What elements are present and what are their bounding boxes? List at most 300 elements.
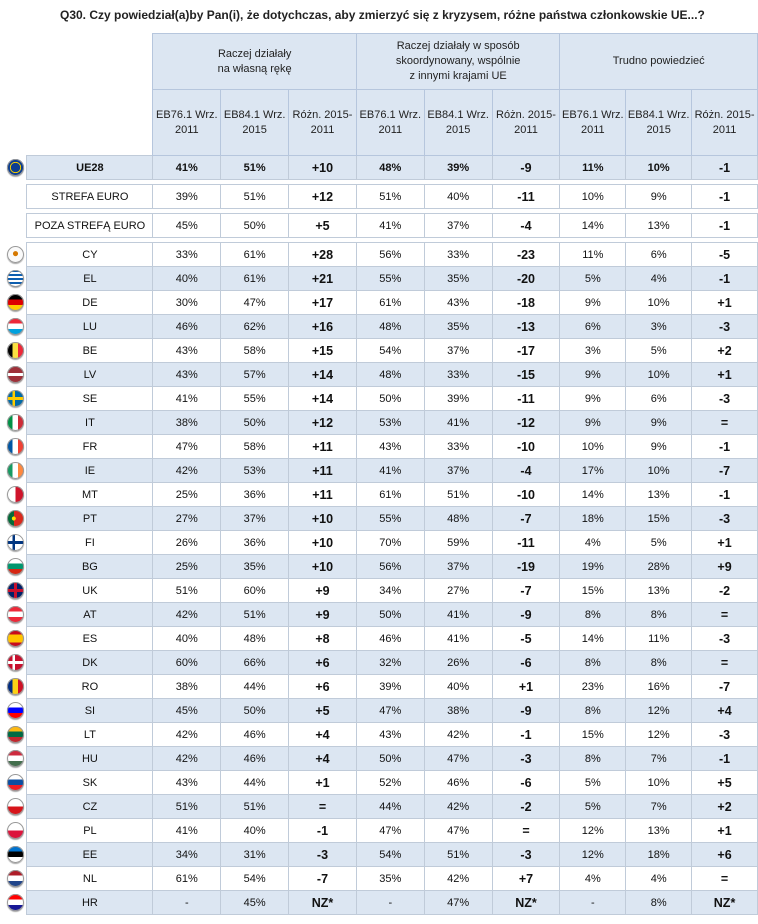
diff-cell: -11 [492, 185, 560, 209]
flag-cell [0, 627, 27, 651]
value-cell: 9% [560, 387, 626, 411]
row-label: AT [27, 603, 153, 627]
value-cell: 18% [560, 507, 626, 531]
row-label: CY [27, 243, 153, 267]
flag-el-icon [7, 270, 24, 287]
value-cell: 15% [560, 723, 626, 747]
flag-cell [0, 185, 27, 209]
value-cell: 8% [560, 651, 626, 675]
value-cell: 16% [626, 675, 692, 699]
table-title: Q30. Czy powiedział(a)by Pan(i), że dotychczas, aby zmierzyć się z kryzysem, różne państwa członkowskie UE...? [60, 8, 705, 22]
flag-cell [0, 387, 27, 411]
flag-cell [0, 459, 27, 483]
diff-cell: -1 [692, 435, 758, 459]
flag-se-icon [7, 390, 24, 407]
value-cell: 46% [356, 627, 424, 651]
value-cell: 15% [626, 507, 692, 531]
row-label: LV [27, 363, 153, 387]
value-cell: 40% [221, 819, 289, 843]
flag-cell [0, 579, 27, 603]
value-cell: 39% [424, 156, 492, 180]
value-cell: 54% [356, 339, 424, 363]
diff-cell: = [692, 603, 758, 627]
value-cell: 47% [424, 819, 492, 843]
value-cell: 47% [424, 747, 492, 771]
value-cell: 31% [221, 843, 289, 867]
diff-cell: -2 [492, 795, 560, 819]
diff-cell: +10 [289, 531, 357, 555]
value-cell: 48% [356, 315, 424, 339]
table-row [0, 603, 758, 627]
diff-cell: = [492, 819, 560, 843]
value-cell: 58% [221, 435, 289, 459]
value-cell: 3% [626, 315, 692, 339]
group-header-coordinated [356, 34, 560, 90]
value-cell: 38% [153, 411, 221, 435]
value-cell: 51% [424, 843, 492, 867]
diff-cell: +12 [289, 411, 357, 435]
value-cell: 55% [356, 507, 424, 531]
diff-cell: +10 [289, 555, 357, 579]
diff-cell: -2 [692, 579, 758, 603]
value-cell: 5% [560, 795, 626, 819]
value-cell: 40% [424, 185, 492, 209]
row-label: SK [27, 771, 153, 795]
value-cell: 12% [560, 819, 626, 843]
diff-cell: -7 [289, 867, 357, 891]
diff-cell: NZ* [492, 891, 560, 915]
group-header-label: Trudno powiedzieć [612, 55, 705, 67]
value-cell: 33% [424, 363, 492, 387]
diff-cell: +6 [289, 651, 357, 675]
diff-cell: +1 [692, 291, 758, 315]
row-label: EL [27, 267, 153, 291]
row-label: RO [27, 675, 153, 699]
value-cell: 43% [153, 339, 221, 363]
row-label: HU [27, 747, 153, 771]
value-cell: 54% [221, 867, 289, 891]
row-label: ES [27, 627, 153, 651]
flag-cell [0, 771, 27, 795]
flag-cy-icon [7, 246, 24, 263]
value-cell: 37% [424, 555, 492, 579]
value-cell: 10% [626, 363, 692, 387]
row-label: SI [27, 699, 153, 723]
value-cell: 48% [356, 156, 424, 180]
value-cell: 6% [626, 243, 692, 267]
diff-cell: +14 [289, 363, 357, 387]
value-cell: 56% [356, 555, 424, 579]
table-row [0, 459, 758, 483]
table-row [0, 747, 758, 771]
diff-cell: +28 [289, 243, 357, 267]
value-cell: 52% [356, 771, 424, 795]
table-row [0, 651, 758, 675]
value-cell: 46% [221, 723, 289, 747]
value-cell: 62% [221, 315, 289, 339]
diff-cell: -3 [692, 507, 758, 531]
diff-cell: +11 [289, 435, 357, 459]
table-row [0, 339, 758, 363]
table-row [0, 411, 758, 435]
diff-cell: +21 [289, 267, 357, 291]
flag-cell [0, 675, 27, 699]
diff-cell: = [692, 411, 758, 435]
value-cell: 9% [626, 185, 692, 209]
value-cell: 42% [153, 603, 221, 627]
value-cell: 42% [424, 723, 492, 747]
value-cell: 41% [424, 603, 492, 627]
diff-cell: -5 [492, 627, 560, 651]
value-cell: 60% [153, 651, 221, 675]
value-cell: 47% [356, 699, 424, 723]
value-cell: 35% [424, 315, 492, 339]
diff-cell: +16 [289, 315, 357, 339]
value-cell: 46% [424, 771, 492, 795]
table-row [0, 555, 758, 579]
diff-cell: +8 [289, 627, 357, 651]
value-cell: 61% [356, 483, 424, 507]
value-cell: 12% [560, 843, 626, 867]
value-cell: 42% [153, 723, 221, 747]
subheader-cell: EB76.1 Wrz. 2011 [560, 90, 626, 156]
diff-cell: NZ* [692, 891, 758, 915]
diff-cell: +9 [692, 555, 758, 579]
diff-cell: NZ* [289, 891, 357, 915]
subheader-cell: EB76.1 Wrz. 2011 [356, 90, 424, 156]
table-row [0, 243, 758, 267]
value-cell: 36% [221, 483, 289, 507]
flag-uk-icon [7, 582, 24, 599]
row-label: BG [27, 555, 153, 579]
table-row [0, 579, 758, 603]
table-row [0, 507, 758, 531]
group-header-label: Raczej działały w sposób skoordynowany, wspólnie z innymi krajami UE [395, 40, 521, 82]
value-cell: 51% [221, 603, 289, 627]
value-cell: 57% [221, 363, 289, 387]
diff-cell: +1 [692, 363, 758, 387]
table-row [0, 867, 758, 891]
value-cell: 13% [626, 483, 692, 507]
value-cell: 50% [356, 747, 424, 771]
value-cell: 10% [626, 291, 692, 315]
value-cell: 42% [153, 747, 221, 771]
subheader-cell: EB84.1 Wrz. 2015 [424, 90, 492, 156]
value-cell: 54% [356, 843, 424, 867]
table-row [0, 843, 758, 867]
row-label: DE [27, 291, 153, 315]
value-cell: - [356, 891, 424, 915]
flag-be-icon [7, 342, 24, 359]
value-cell: 23% [560, 675, 626, 699]
diff-cell: -3 [692, 723, 758, 747]
diff-cell: +6 [289, 675, 357, 699]
flag-cell [0, 214, 27, 238]
value-cell: 37% [424, 459, 492, 483]
table-row [0, 891, 758, 915]
group-header-label: Raczej działały na własną rękę [217, 47, 292, 75]
row-label: PL [27, 819, 153, 843]
table-row [0, 363, 758, 387]
value-cell: 51% [221, 185, 289, 209]
row-label: PT [27, 507, 153, 531]
diff-cell: -9 [492, 699, 560, 723]
value-cell: 66% [221, 651, 289, 675]
flag-de-icon [7, 294, 24, 311]
flag-cell [0, 291, 27, 315]
value-cell: - [153, 891, 221, 915]
value-cell: 10% [560, 435, 626, 459]
value-cell: 43% [356, 723, 424, 747]
value-cell: 32% [356, 651, 424, 675]
diff-cell: -4 [492, 459, 560, 483]
value-cell: 45% [221, 891, 289, 915]
value-cell: 47% [221, 291, 289, 315]
value-cell: 14% [560, 214, 626, 238]
value-cell: 43% [424, 291, 492, 315]
diff-cell: = [692, 651, 758, 675]
value-cell: 14% [560, 483, 626, 507]
flag-fi-icon [7, 534, 24, 551]
flag-cell [0, 891, 27, 915]
value-cell: 9% [560, 363, 626, 387]
diff-cell: -1 [692, 156, 758, 180]
diff-cell: +2 [692, 795, 758, 819]
flag-cell [0, 651, 27, 675]
table-row [0, 315, 758, 339]
flag-sk-icon [7, 774, 24, 791]
value-cell: 35% [221, 555, 289, 579]
diff-cell: -1 [492, 723, 560, 747]
value-cell: 59% [424, 531, 492, 555]
value-cell: 7% [626, 747, 692, 771]
value-cell: 41% [424, 627, 492, 651]
value-cell: 38% [424, 699, 492, 723]
value-cell: 40% [153, 267, 221, 291]
value-cell: 42% [424, 795, 492, 819]
value-cell: 9% [560, 411, 626, 435]
value-cell: 53% [221, 459, 289, 483]
table-row [0, 795, 758, 819]
row-label: POZA STREFĄ EURO [27, 214, 153, 238]
diff-cell: -7 [692, 459, 758, 483]
flag-cell [0, 411, 27, 435]
flag-at-icon [7, 606, 24, 623]
value-cell: 56% [356, 243, 424, 267]
value-cell: 33% [424, 243, 492, 267]
diff-cell: +11 [289, 459, 357, 483]
flag-cell [0, 483, 27, 507]
value-cell: 51% [356, 185, 424, 209]
value-cell: 41% [356, 459, 424, 483]
row-label: EE [27, 843, 153, 867]
flag-lt-icon [7, 726, 24, 743]
value-cell: 37% [221, 507, 289, 531]
diff-cell: -9 [492, 603, 560, 627]
flag-cell [0, 819, 27, 843]
diff-cell: -6 [492, 651, 560, 675]
flag-hu-icon [7, 750, 24, 767]
value-cell: 7% [626, 795, 692, 819]
value-cell: 13% [626, 819, 692, 843]
group-header-dont-know [560, 34, 758, 90]
group-header-alone [153, 34, 357, 90]
table-row [0, 483, 758, 507]
value-cell: 18% [626, 843, 692, 867]
subheader-cell: EB76.1 Wrz. 2011 [153, 90, 221, 156]
diff-cell: -13 [492, 315, 560, 339]
value-cell: 26% [153, 531, 221, 555]
diff-cell: -3 [492, 843, 560, 867]
diff-cell: -7 [692, 675, 758, 699]
flag-cell [0, 507, 27, 531]
value-cell: 4% [626, 867, 692, 891]
value-cell: 36% [221, 531, 289, 555]
value-cell: 12% [626, 699, 692, 723]
diff-cell: -9 [492, 156, 560, 180]
value-cell: 41% [153, 156, 221, 180]
value-cell: 43% [153, 363, 221, 387]
value-cell: 38% [153, 675, 221, 699]
diff-cell: -3 [492, 747, 560, 771]
value-cell: 50% [356, 387, 424, 411]
diff-cell: -17 [492, 339, 560, 363]
value-cell: 37% [424, 339, 492, 363]
diff-cell: -3 [692, 627, 758, 651]
value-cell: 9% [626, 411, 692, 435]
row-label: LU [27, 315, 153, 339]
subheader-cell: EB84.1 Wrz. 2015 [626, 90, 692, 156]
diff-cell: -10 [492, 483, 560, 507]
diff-cell: +4 [289, 747, 357, 771]
value-cell: 34% [153, 843, 221, 867]
flag-cell [0, 243, 27, 267]
value-cell: 44% [221, 771, 289, 795]
value-cell: 60% [221, 579, 289, 603]
flag-cell [0, 531, 27, 555]
value-cell: 10% [626, 459, 692, 483]
table-row [0, 531, 758, 555]
value-cell: 51% [153, 579, 221, 603]
value-cell: 61% [221, 243, 289, 267]
value-cell: 41% [356, 214, 424, 238]
diff-cell: -1 [692, 483, 758, 507]
value-cell: 34% [356, 579, 424, 603]
flag-pt-icon [7, 510, 24, 527]
diff-cell: -4 [492, 214, 560, 238]
diff-cell: -1 [692, 267, 758, 291]
table-row [0, 723, 758, 747]
table-row [0, 185, 758, 209]
value-cell: 5% [626, 339, 692, 363]
diff-cell: -23 [492, 243, 560, 267]
value-cell: 61% [221, 267, 289, 291]
value-cell: 25% [153, 483, 221, 507]
value-cell: 9% [626, 435, 692, 459]
diff-cell: = [289, 795, 357, 819]
subheader-cell: Różn. 2015- 2011 [492, 90, 560, 156]
value-cell: 33% [424, 435, 492, 459]
value-cell: 51% [424, 483, 492, 507]
diff-cell: -6 [492, 771, 560, 795]
value-cell: 43% [153, 771, 221, 795]
value-cell: 35% [356, 867, 424, 891]
value-cell: 47% [424, 891, 492, 915]
flag-nl-icon [7, 870, 24, 887]
value-cell: 6% [560, 315, 626, 339]
flag-lv-icon [7, 366, 24, 383]
diff-cell: +1 [692, 819, 758, 843]
value-cell: 46% [153, 315, 221, 339]
value-cell: 8% [560, 747, 626, 771]
row-label: UK [27, 579, 153, 603]
value-cell: 5% [560, 267, 626, 291]
diff-cell: +1 [289, 771, 357, 795]
diff-cell: -20 [492, 267, 560, 291]
value-cell: 44% [356, 795, 424, 819]
value-cell: 45% [153, 699, 221, 723]
flag-bg-icon [7, 558, 24, 575]
value-cell: 51% [153, 795, 221, 819]
row-label: IE [27, 459, 153, 483]
value-cell: 42% [153, 459, 221, 483]
flag-cell [0, 555, 27, 579]
value-cell: 51% [221, 156, 289, 180]
table-row [0, 435, 758, 459]
diff-cell: +12 [289, 185, 357, 209]
diff-cell: -11 [492, 531, 560, 555]
row-label: NL [27, 867, 153, 891]
row-label: HR [27, 891, 153, 915]
value-cell: 11% [626, 627, 692, 651]
value-cell: 50% [221, 214, 289, 238]
value-cell: 19% [560, 555, 626, 579]
row-label: FR [27, 435, 153, 459]
value-cell: 39% [424, 387, 492, 411]
value-cell: 13% [626, 579, 692, 603]
value-cell: 41% [153, 387, 221, 411]
diff-cell: -5 [692, 243, 758, 267]
value-cell: 47% [153, 435, 221, 459]
value-cell: 27% [153, 507, 221, 531]
diff-cell: -3 [692, 387, 758, 411]
flag-cell [0, 867, 27, 891]
value-cell: 50% [221, 699, 289, 723]
value-cell: 15% [560, 579, 626, 603]
flag-cell [0, 795, 27, 819]
value-cell: 10% [560, 185, 626, 209]
value-cell: 4% [626, 267, 692, 291]
diff-cell: +15 [289, 339, 357, 363]
diff-cell: +17 [289, 291, 357, 315]
row-label: LT [27, 723, 153, 747]
value-cell: 25% [153, 555, 221, 579]
diff-cell: +9 [289, 579, 357, 603]
value-cell: 48% [356, 363, 424, 387]
value-cell: 53% [356, 411, 424, 435]
flag-fr-icon [7, 438, 24, 455]
diff-cell: +14 [289, 387, 357, 411]
value-cell: 55% [356, 267, 424, 291]
value-cell: 26% [424, 651, 492, 675]
flag-hr-icon [7, 894, 24, 911]
value-cell: 55% [221, 387, 289, 411]
value-cell: 13% [626, 214, 692, 238]
subheader-cell: Różn. 2015- 2011 [692, 90, 758, 156]
value-cell: 11% [560, 156, 626, 180]
flag-cell [0, 723, 27, 747]
flag-cell [0, 747, 27, 771]
